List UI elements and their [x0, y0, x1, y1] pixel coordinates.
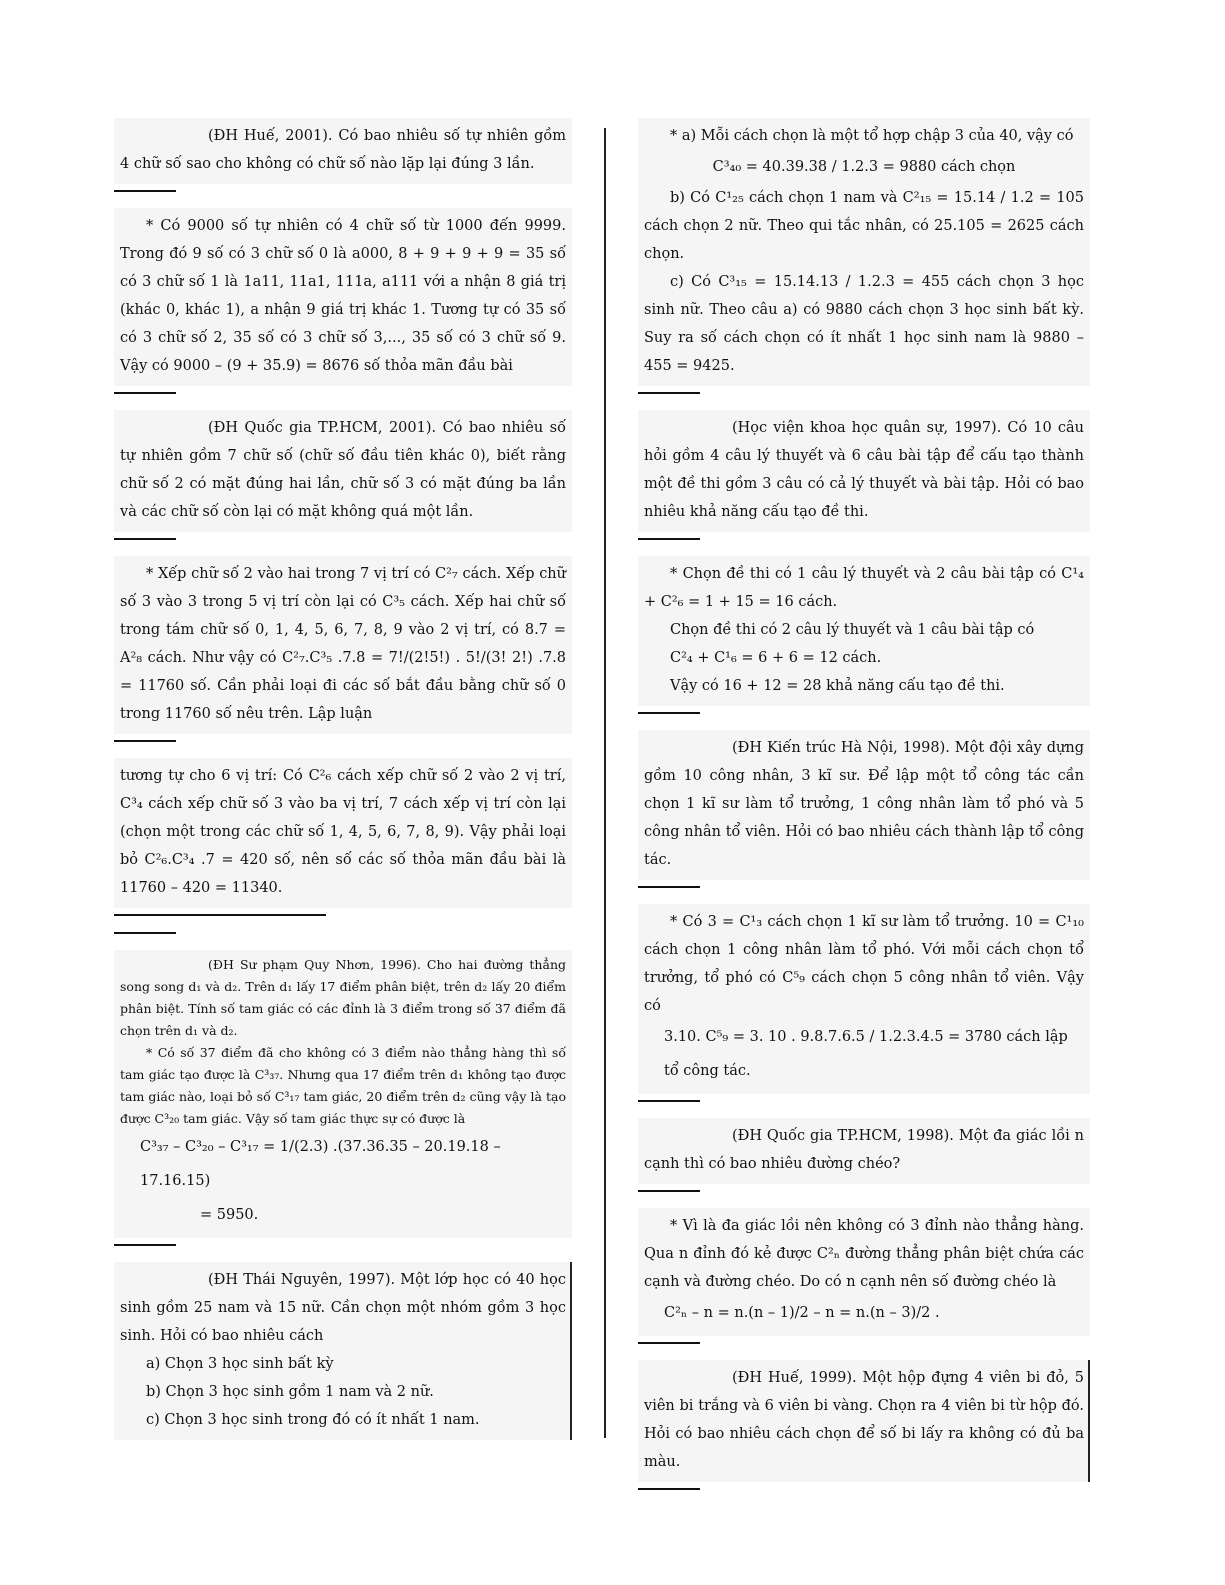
problem-text: (ĐH Quốc gia TP.HCM, 2001). Có bao nhiêu số tự nhiên gồm 7 chữ số (chữ số đầu tiên khác 0), biết rằng chữ số 2 có mặt đúng hai lần, chữ số 3 có mặt đúng ba lần và các chữ số còn lại có mặt không quá một lần. — [120, 420, 566, 520]
problem-text: (ĐH Huế, 1999). Một hộp đựng 4 viên bi đỏ, 5 viên bi trắng và 6 viên bi vàng. Chọn ra 4 viên bi từ hộp đó. Hỏi có bao nhiêu cách chọn để số bi lấy ra không có đủ ba màu. — [644, 1370, 1084, 1470]
problem-block — [638, 1360, 1090, 1482]
problem-text: (ĐH Quốc gia TP.HCM, 1998). Một đa giác lồi n cạnh thì có bao nhiêu đường chéo? — [644, 1128, 1084, 1172]
formula: C²ₙ – n = n.(n – 1)/2 – n = n.(n – 3)/2 . — [664, 1305, 940, 1321]
solution-text: * Có 9000 số tự nhiên có 4 chữ số từ 1000 đến 9999. Trong đó 9 số có 3 chữ số 0 là a000, 8 + 9 + 9 + 9 = 35 số có 3 chữ số 1 là 1a11, 11a1, 111a, a111 với a nhận 8 giá trị (khác 0, khác 1), a nhận 9 giá trị khác 1. Tương tự có 35 số có 3 chữ số 2, 35 số có 3 chữ số 3,..., 35 số có 3 chữ số 9. Vậy có 9000 – (9 + 35.9) = 8676 số thỏa mãn đầu bài — [120, 218, 566, 374]
problem-text: (ĐH Huế, 2001). Có bao nhiêu số tự nhiên gồm 4 chữ số sao cho không có chữ số nào lặp lại đúng 3 lần. — [120, 128, 566, 172]
separator-rule — [638, 1488, 700, 1490]
problem-block — [114, 410, 572, 532]
problem-block — [638, 730, 1090, 880]
solution-text: * Chọn đề thi có 1 câu lý thuyết và 2 câu bài tập có C¹₄ + C²₆ = 1 + 15 = 16 cách. — [644, 566, 1084, 610]
solution-text: Vậy có 16 + 12 = 28 khả năng cấu tạo đề thi. — [670, 678, 1005, 694]
separator-rule-long — [114, 914, 326, 916]
solution-text: tương tự cho 6 vị trí: Có C²₆ cách xếp chữ số 2 vào 2 vị trí, C³₄ cách xếp chữ số 3 vào ba vị trí, 7 cách xếp vị trí còn lại (chọn một trong các chữ số 1, 4, 5, 6, 7, 8, 9). Vậy phải loại bỏ C²₆.C³₄ .7 = 420 số, nên số các số thỏa mãn đầu bài là 11760 – 420 = 11340. — [120, 768, 566, 896]
left-column — [114, 118, 572, 1440]
list-item: b) Chọn 3 học sinh gồm 1 nam và 2 nữ. — [146, 1384, 434, 1400]
separator-rule — [114, 740, 176, 742]
separator-rule — [114, 538, 176, 540]
solution-text: * Vì là đa giác lồi nên không có 3 đỉnh nào thẳng hàng. Qua n đỉnh đó kẻ được C²ₙ đường thẳng phân biệt chứa các cạnh và đường chéo. Do có n cạnh nên số đường chéo là — [644, 1218, 1084, 1290]
list-item: c) Chọn 3 học sinh trong đó có ít nhất 1 nam. — [146, 1412, 480, 1428]
separator-rule — [638, 1100, 700, 1102]
margin-bar — [570, 1262, 572, 1440]
solution-text: * Có số 37 điểm đã cho không có 3 điểm nào thẳng hàng thì số tam giác tạo được là C³₃₇. Nhưng qua 17 điểm trên d₁ không tạo được tam giác nào, loại bỏ số C³₁₇ tam giác, 20 điểm trên d₂ cũng vậy là tạo được C³₂₀ tam giác. Vậy số tam giác thực sự có được là — [120, 1045, 566, 1126]
separator-rule — [638, 538, 700, 540]
problem-block — [638, 1118, 1090, 1184]
problem-text: (ĐH Sư phạm Quy Nhơn, 1996). Cho hai đường thẳng song song d₁ và d₂. Trên d₁ lấy 17 điểm phân biệt, trên d₂ lấy 20 điểm phân biệt. Tính số tam giác có các đỉnh là 3 điểm trong số 37 điểm đã chọn trên d₁ và d₂. — [120, 957, 566, 1038]
list-item: a) Chọn 3 học sinh bất kỳ — [146, 1356, 334, 1372]
solution-text: * Có 3 = C¹₃ cách chọn 1 kĩ sư làm tổ trưởng. 10 = C¹₁₀ cách chọn 1 công nhân làm tổ phó. Với mỗi cách chọn tổ trưởng, tổ phó có C⁵₉ cách chọn 5 công nhân tổ viên. Vậy có — [644, 914, 1084, 1014]
solution-text: Chọn đề thi có 2 câu lý thuyết và 1 câu bài tập có — [670, 622, 1035, 638]
formula: C³₃₇ – C³₂₀ – C³₁₇ = 1/(2.3) .(37.36.35 – 20.19.18 – 17.16.15) — [140, 1139, 501, 1189]
formula: 3.10. C⁵₉ = 3. 10 . 9.8.7.6.5 / 1.2.3.4.5 = 3780 cách lập tổ công tác. — [664, 1029, 1068, 1079]
solution-block — [638, 904, 1090, 1094]
solution-text: * Xếp chữ số 2 vào hai trong 7 vị trí có C²₇ cách. Xếp chữ số 3 vào 3 trong 5 vị trí còn lại có C³₅ cách. Xếp hai chữ số trong tám chữ số 0, 1, 4, 5, 6, 7, 8, 9 vào 2 vị trí, có 8.7 = A²₈ cách. Như vậy có C²₇.C³₅ .7.8 = 7!/(2!5!) . 5!/(3! 2!) .7.8 = 11760 số. Cần phải loại đi các số bắt đầu bằng chữ số 0 trong 11760 số nêu trên. Lập luận — [120, 566, 566, 722]
problem-block — [114, 950, 572, 1238]
separator-rule — [114, 932, 176, 934]
separator-rule — [114, 1244, 176, 1246]
margin-bar — [1088, 1360, 1090, 1482]
problem-block — [114, 1262, 572, 1440]
separator-rule — [114, 190, 176, 192]
separator-rule — [638, 392, 700, 394]
solution-block — [638, 1208, 1090, 1336]
problem-block — [638, 410, 1090, 532]
solution-text: c) Có C³₁₅ = 15.14.13 / 1.2.3 = 455 cách chọn 3 học sinh nữ. Theo câu a) có 9880 cách chọn 3 học sinh bất kỳ. Suy ra số cách chọn có ít nhất 1 học sinh nam là 9880 – 455 = 9425. — [644, 274, 1084, 374]
right-column — [638, 118, 1090, 1506]
solution-block — [114, 208, 572, 386]
separator-rule — [638, 886, 700, 888]
solution-block — [638, 118, 1090, 386]
formula: C³₄₀ = 40.39.38 / 1.2.3 = 9880 cách chọn — [712, 159, 1016, 175]
column-divider — [604, 128, 606, 1438]
solution-text: b) Có C¹₂₅ cách chọn 1 nam và C²₁₅ = 15.14 / 1.2 = 105 cách chọn 2 nữ. Theo qui tắc nhân, có 25.105 = 2625 cách chọn. — [644, 190, 1084, 262]
problem-text: (ĐH Thái Nguyên, 1997). Một lớp học có 40 học sinh gồm 25 nam và 15 nữ. Cần chọn một nhóm gồm 3 học sinh. Hỏi có bao nhiêu cách — [120, 1272, 566, 1344]
solution-block — [638, 556, 1090, 706]
solution-block — [114, 556, 572, 734]
separator-rule — [638, 1190, 700, 1192]
solution-text: C²₄ + C¹₆ = 6 + 6 = 12 cách. — [670, 650, 882, 666]
problem-text: (Học viện khoa học quân sự, 1997). Có 10 câu hỏi gồm 4 câu lý thuyết và 6 câu bài tập để cấu tạo thành một đề thi gồm 3 câu có cả lý thuyết và bài tập. Hỏi có bao nhiêu khả năng cấu tạo đề thi. — [644, 420, 1084, 520]
formula-result: = 5950. — [200, 1207, 259, 1223]
separator-rule — [638, 712, 700, 714]
separator-rule — [638, 1342, 700, 1344]
problem-block — [114, 118, 572, 184]
solution-text: * a) Mỗi cách chọn là một tổ hợp chập 3 của 40, vậy có — [670, 128, 1074, 144]
problem-text: (ĐH Kiến trúc Hà Nội, 1998). Một đội xây dựng gồm 10 công nhân, 3 kĩ sư. Để lập một tổ công tác cần chọn 1 kĩ sư làm tổ trưởng, 1 công nhân làm tổ phó và 5 công nhân tổ viên. Hỏi có bao nhiêu cách thành lập tổ công tác. — [644, 740, 1084, 868]
solution-block — [114, 758, 572, 908]
separator-rule — [114, 392, 176, 394]
